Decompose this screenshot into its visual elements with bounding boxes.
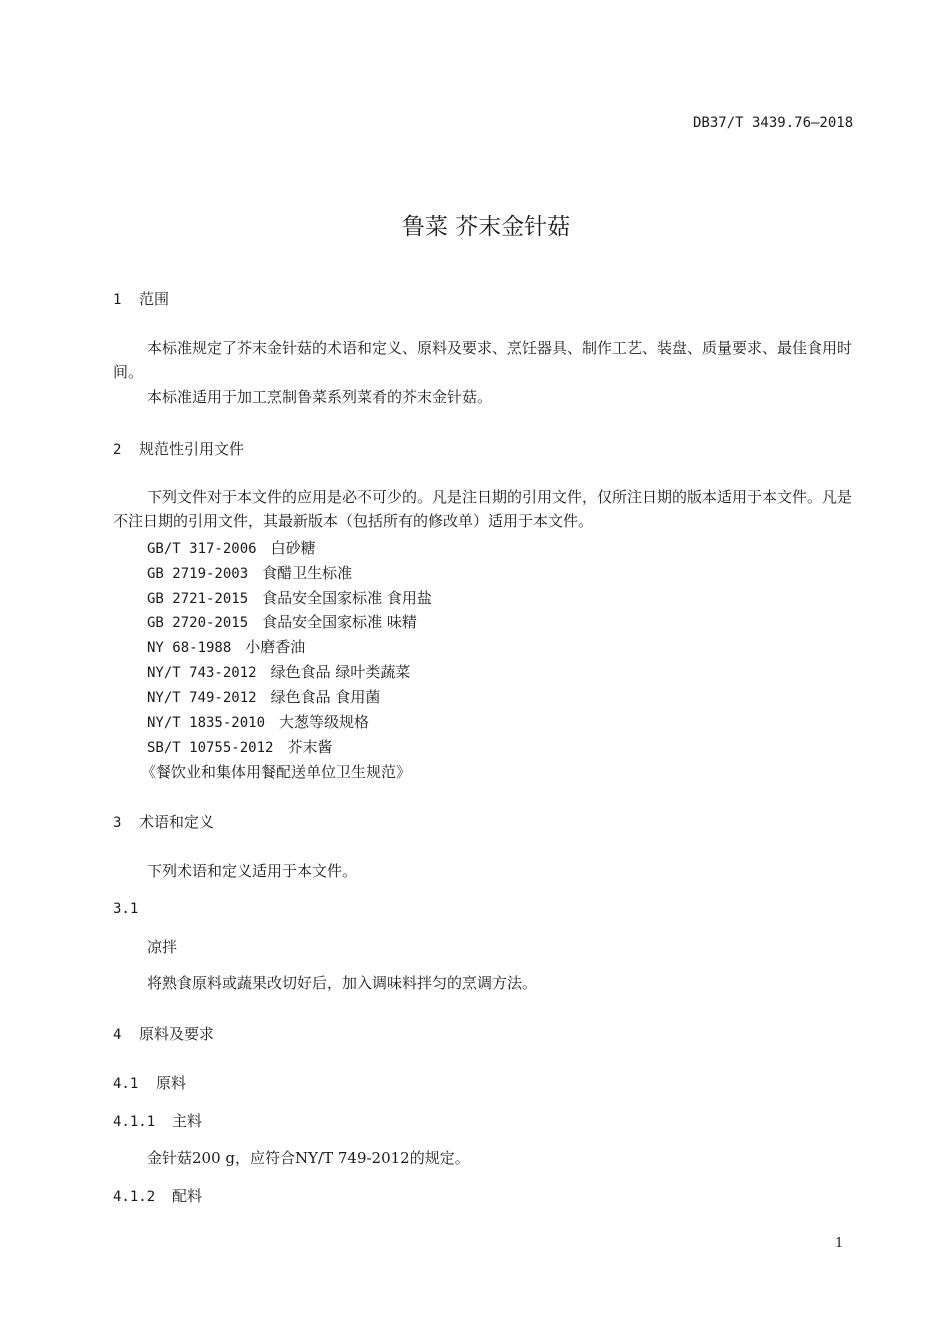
section-2-number: 2 [113, 442, 122, 458]
section-3-intro: 下列术语和定义适用于本文件。 [147, 862, 358, 880]
section-1-title: 范围 [139, 290, 170, 308]
term-3-1-definition: 将熟食原料或蔬果改切好后，加入调味料拌匀的烹调方法。 [147, 974, 538, 992]
reference-code: GB 2719-2003 [147, 566, 249, 582]
section-4-1-title: 原料 [156, 1074, 187, 1092]
reference-item [147, 736, 332, 757]
page-number: 1 [835, 1236, 844, 1251]
reference-code: GB 2720-2015 [147, 615, 249, 631]
section-1-paragraph-2: 本标准适用于加工烹制鲁菜系列菜肴的芥末金针菇。 [147, 388, 493, 406]
reference-name: 白砂糖 [270, 539, 316, 557]
section-3-heading [113, 811, 214, 832]
section-4-1-1-title: 主料 [172, 1112, 203, 1130]
section-4-1-1-number: 4.1.1 [113, 1114, 156, 1130]
section-2-heading [113, 438, 244, 459]
section-1-number: 1 [113, 292, 122, 308]
reference-item [147, 562, 352, 583]
document-title: 鲁菜 芥末金针菇 [401, 214, 571, 240]
reference-item-extra: 《餐饮业和集体用餐配送单位卫生规范》 [141, 763, 412, 781]
standard-code: DB37/T 3439.76—2018 [693, 115, 854, 131]
reference-code: GB/T 317-2006 [147, 541, 257, 557]
reference-item [147, 537, 316, 558]
reference-item [147, 661, 410, 682]
section-4-number: 4 [113, 1027, 122, 1043]
reference-name: 小磨香油 [245, 638, 306, 656]
term-3-1-number [113, 899, 138, 917]
reference-item [147, 711, 369, 732]
section-3-number: 3 [113, 815, 122, 831]
term-number: 3.1 [113, 901, 139, 917]
section-4-1-heading [113, 1072, 186, 1093]
section-4-1-number: 4.1 [113, 1076, 139, 1092]
section-4-1-2-number: 4.1.2 [113, 1189, 156, 1205]
section-1-heading [113, 288, 169, 309]
reference-name: 绿色食品 绿叶类蔬菜 [270, 663, 411, 681]
reference-code: SB/T 10755-2012 [147, 740, 274, 756]
reference-code: GB 2721-2015 [147, 591, 249, 607]
section-4-1-1-text: 金针菇200 g，应符合NY/T 749-2012的规定。 [147, 1149, 470, 1167]
term-3-1-title: 凉拌 [147, 938, 178, 956]
reference-code: NY/T 743-2012 [147, 665, 257, 681]
section-4-1-1-heading [113, 1110, 202, 1131]
section-3-title: 术语和定义 [139, 813, 215, 831]
section-2-title: 规范性引用文件 [139, 440, 245, 458]
section-4-1-2-heading [113, 1185, 202, 1206]
section-1-paragraph-1: 本标准规定了芥末金针菇的术语和定义、原料及要求、烹饪器具、制作工艺、装盘、质量要求、最佳食用时间。 [113, 339, 853, 381]
section-4-title: 原料及要求 [139, 1025, 215, 1043]
section-2-intro: 下列文件对于本文件的应用是必不可少的。凡是注日期的引用文件，仅所注日期的版本适用于本文件。凡是不注日期的引用文件，其最新版本（包括所有的修改单）适用于本文件。 [113, 488, 853, 530]
reference-name: 食品安全国家标准 味精 [262, 613, 417, 631]
reference-item [147, 686, 380, 707]
reference-name: 绿色食品 食用菌 [270, 688, 381, 706]
reference-code: NY/T 1835-2010 [147, 715, 266, 731]
reference-name: 芥末酱 [287, 738, 333, 756]
section-4-heading [113, 1023, 214, 1044]
reference-code: NY 68-1988 [147, 640, 232, 656]
section-4-1-2-title: 配料 [172, 1187, 203, 1205]
reference-name: 大葱等级规格 [279, 713, 370, 731]
reference-item [147, 636, 305, 657]
reference-name: 食品安全国家标准 食用盐 [262, 589, 432, 607]
reference-code: NY/T 749-2012 [147, 690, 257, 706]
reference-item [147, 587, 432, 608]
reference-item [147, 611, 417, 632]
reference-name: 食醋卫生标准 [262, 564, 353, 582]
